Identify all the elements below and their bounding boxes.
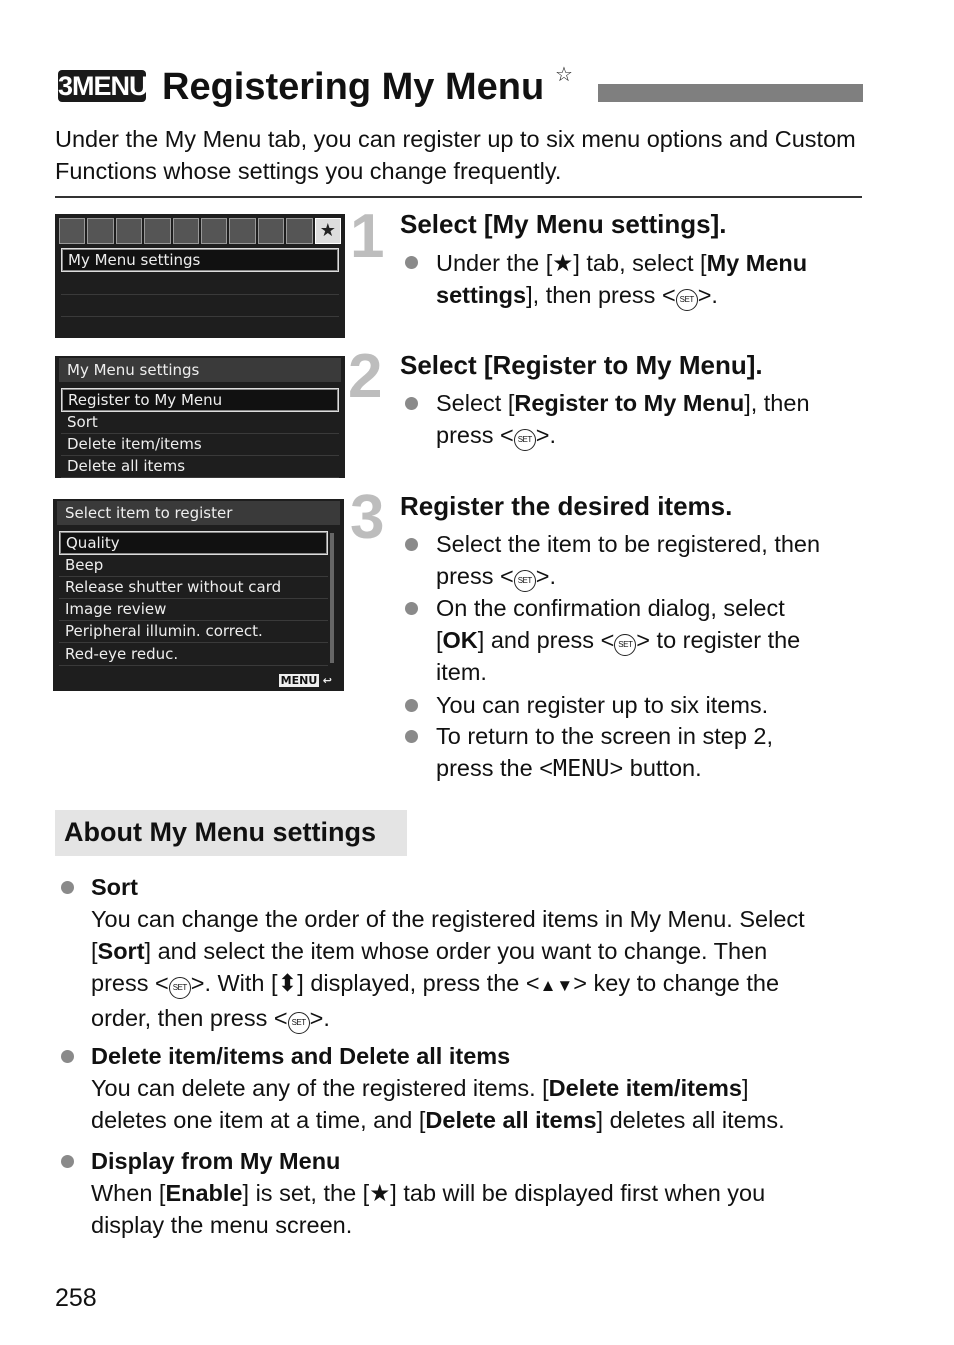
bullet-dot bbox=[405, 538, 418, 551]
section-body: You can delete any of the registered items. [Delete item/items] deletes one item at a time, and [Delete all items] deletes all items. bbox=[91, 1075, 785, 1133]
menu-tab bbox=[87, 218, 113, 244]
page-number: 258 bbox=[55, 1284, 97, 1312]
star-icon: ★ bbox=[552, 250, 574, 276]
bullet-dot bbox=[405, 256, 418, 269]
section-body: When [Enable] is set, the [★] tab will be displayed first when you display the menu screen. bbox=[91, 1180, 766, 1238]
intro-text: Under the My Menu tab, you can register up to six menu options and Custom Functions whose settings you change frequently. bbox=[55, 126, 856, 184]
screen-menu-item: Delete all items bbox=[61, 455, 339, 478]
section-body: You can change the order of the registered items in My Menu. Select [Sort] and select the item whose order you want to change. Then press < SET >. With [⬍] displayed, press the <▲▼> key to change the order, then press < SET >. bbox=[91, 903, 891, 1034]
menu-tab bbox=[116, 218, 142, 244]
title-decoration-bar bbox=[598, 84, 863, 102]
page-title: Registering My Menu bbox=[162, 66, 545, 108]
step-3-bullet: Select the item to be registered, then press < SET >. bbox=[436, 528, 861, 592]
screen-footer bbox=[279, 674, 332, 687]
step-3-bullet: You can register up to six items. bbox=[436, 692, 769, 718]
menu-tab bbox=[229, 218, 255, 244]
camera-screen-1 bbox=[55, 214, 345, 338]
step-number: 2 bbox=[348, 342, 383, 411]
screen-empty-row bbox=[61, 294, 339, 317]
step-title: Register the desired items. bbox=[400, 491, 733, 521]
screen-header: Select item to register bbox=[57, 501, 340, 525]
bullet-dot bbox=[405, 730, 418, 743]
step-2-bullet: Select [Register to My Menu], then press < SET >. bbox=[436, 387, 861, 451]
set-button-icon: SET bbox=[514, 429, 536, 451]
section-heading: Sort bbox=[91, 874, 138, 900]
menu-tab bbox=[144, 218, 170, 244]
screen-menu-item: Peripheral illumin. correct. bbox=[59, 620, 328, 643]
screen-empty-row bbox=[61, 316, 339, 338]
screen-menu-item: My Menu settings bbox=[61, 248, 339, 272]
menu-tab bbox=[173, 218, 199, 244]
step-number: 1 bbox=[350, 202, 385, 271]
screen-menu-item: Sort bbox=[61, 411, 339, 434]
menu-tab-badge: 3MENU bbox=[58, 71, 148, 101]
screen-menu-item: Quality bbox=[59, 531, 328, 555]
section-heading: Delete item/items and Delete all items bbox=[91, 1043, 511, 1069]
screen-empty-row bbox=[61, 272, 339, 295]
step-title: Select [My Menu settings]. bbox=[400, 209, 727, 239]
set-button-icon: SET bbox=[169, 977, 191, 999]
step-number: 3 bbox=[350, 483, 385, 552]
screen-scrollbar bbox=[330, 533, 334, 663]
set-button-icon: SET bbox=[676, 289, 698, 311]
bullet-dot bbox=[405, 699, 418, 712]
screen-menu-item: Register to My Menu bbox=[61, 388, 339, 412]
bullet-dot bbox=[61, 1050, 74, 1063]
step-title: Select [Register to My Menu]. bbox=[400, 350, 763, 380]
divider bbox=[55, 196, 862, 198]
section-heading: Display from My Menu bbox=[91, 1148, 341, 1174]
up-down-arrows-icon: ⬍ bbox=[277, 970, 298, 996]
step-3-bullet: On the confirmation dialog, select [OK] and press < SET > to register the item. bbox=[436, 595, 801, 685]
menu-button-icon: MENU bbox=[552, 754, 610, 782]
menu-tab bbox=[201, 218, 227, 244]
step-3-bullet: To return to the screen in step 2, press the <MENU> button. bbox=[436, 723, 774, 782]
star-icon: ★ bbox=[369, 1180, 391, 1206]
bullet-dot bbox=[405, 397, 418, 410]
star-icon: ☆ bbox=[555, 64, 573, 86]
menu-button-icon: MENU bbox=[280, 674, 318, 687]
camera-screen-2 bbox=[55, 356, 345, 478]
screen-menu-item: Image review bbox=[59, 598, 328, 621]
bullet-dot bbox=[405, 602, 418, 615]
screen-menu-item: Beep bbox=[59, 554, 328, 577]
set-button-icon: SET bbox=[514, 570, 536, 592]
cross-key-icon: ▲▼ bbox=[539, 976, 574, 995]
bullet-dot bbox=[61, 1155, 74, 1168]
menu-tab-strip bbox=[59, 218, 341, 244]
screen-menu-item: Release shutter without card bbox=[59, 576, 328, 599]
menu-tab bbox=[59, 218, 85, 244]
screen-menu-item: Delete item/items bbox=[61, 433, 339, 456]
set-button-icon: SET bbox=[614, 634, 636, 656]
menu-tab bbox=[258, 218, 284, 244]
set-button-icon: SET bbox=[288, 1012, 310, 1034]
screen-menu-item: Red-eye reduc. bbox=[59, 643, 328, 666]
screen-header: My Menu settings bbox=[59, 358, 341, 382]
bullet-dot bbox=[61, 881, 74, 894]
step-1-bullet: Under the [★] tab, select [My Menu settings], then press < SET >. bbox=[436, 247, 861, 311]
about-heading: About My Menu settings bbox=[64, 817, 376, 847]
my-menu-tab-icon: ★ bbox=[315, 218, 341, 244]
camera-screen-3 bbox=[53, 499, 344, 691]
return-icon: ↩ bbox=[322, 674, 332, 687]
menu-tab bbox=[286, 218, 312, 244]
